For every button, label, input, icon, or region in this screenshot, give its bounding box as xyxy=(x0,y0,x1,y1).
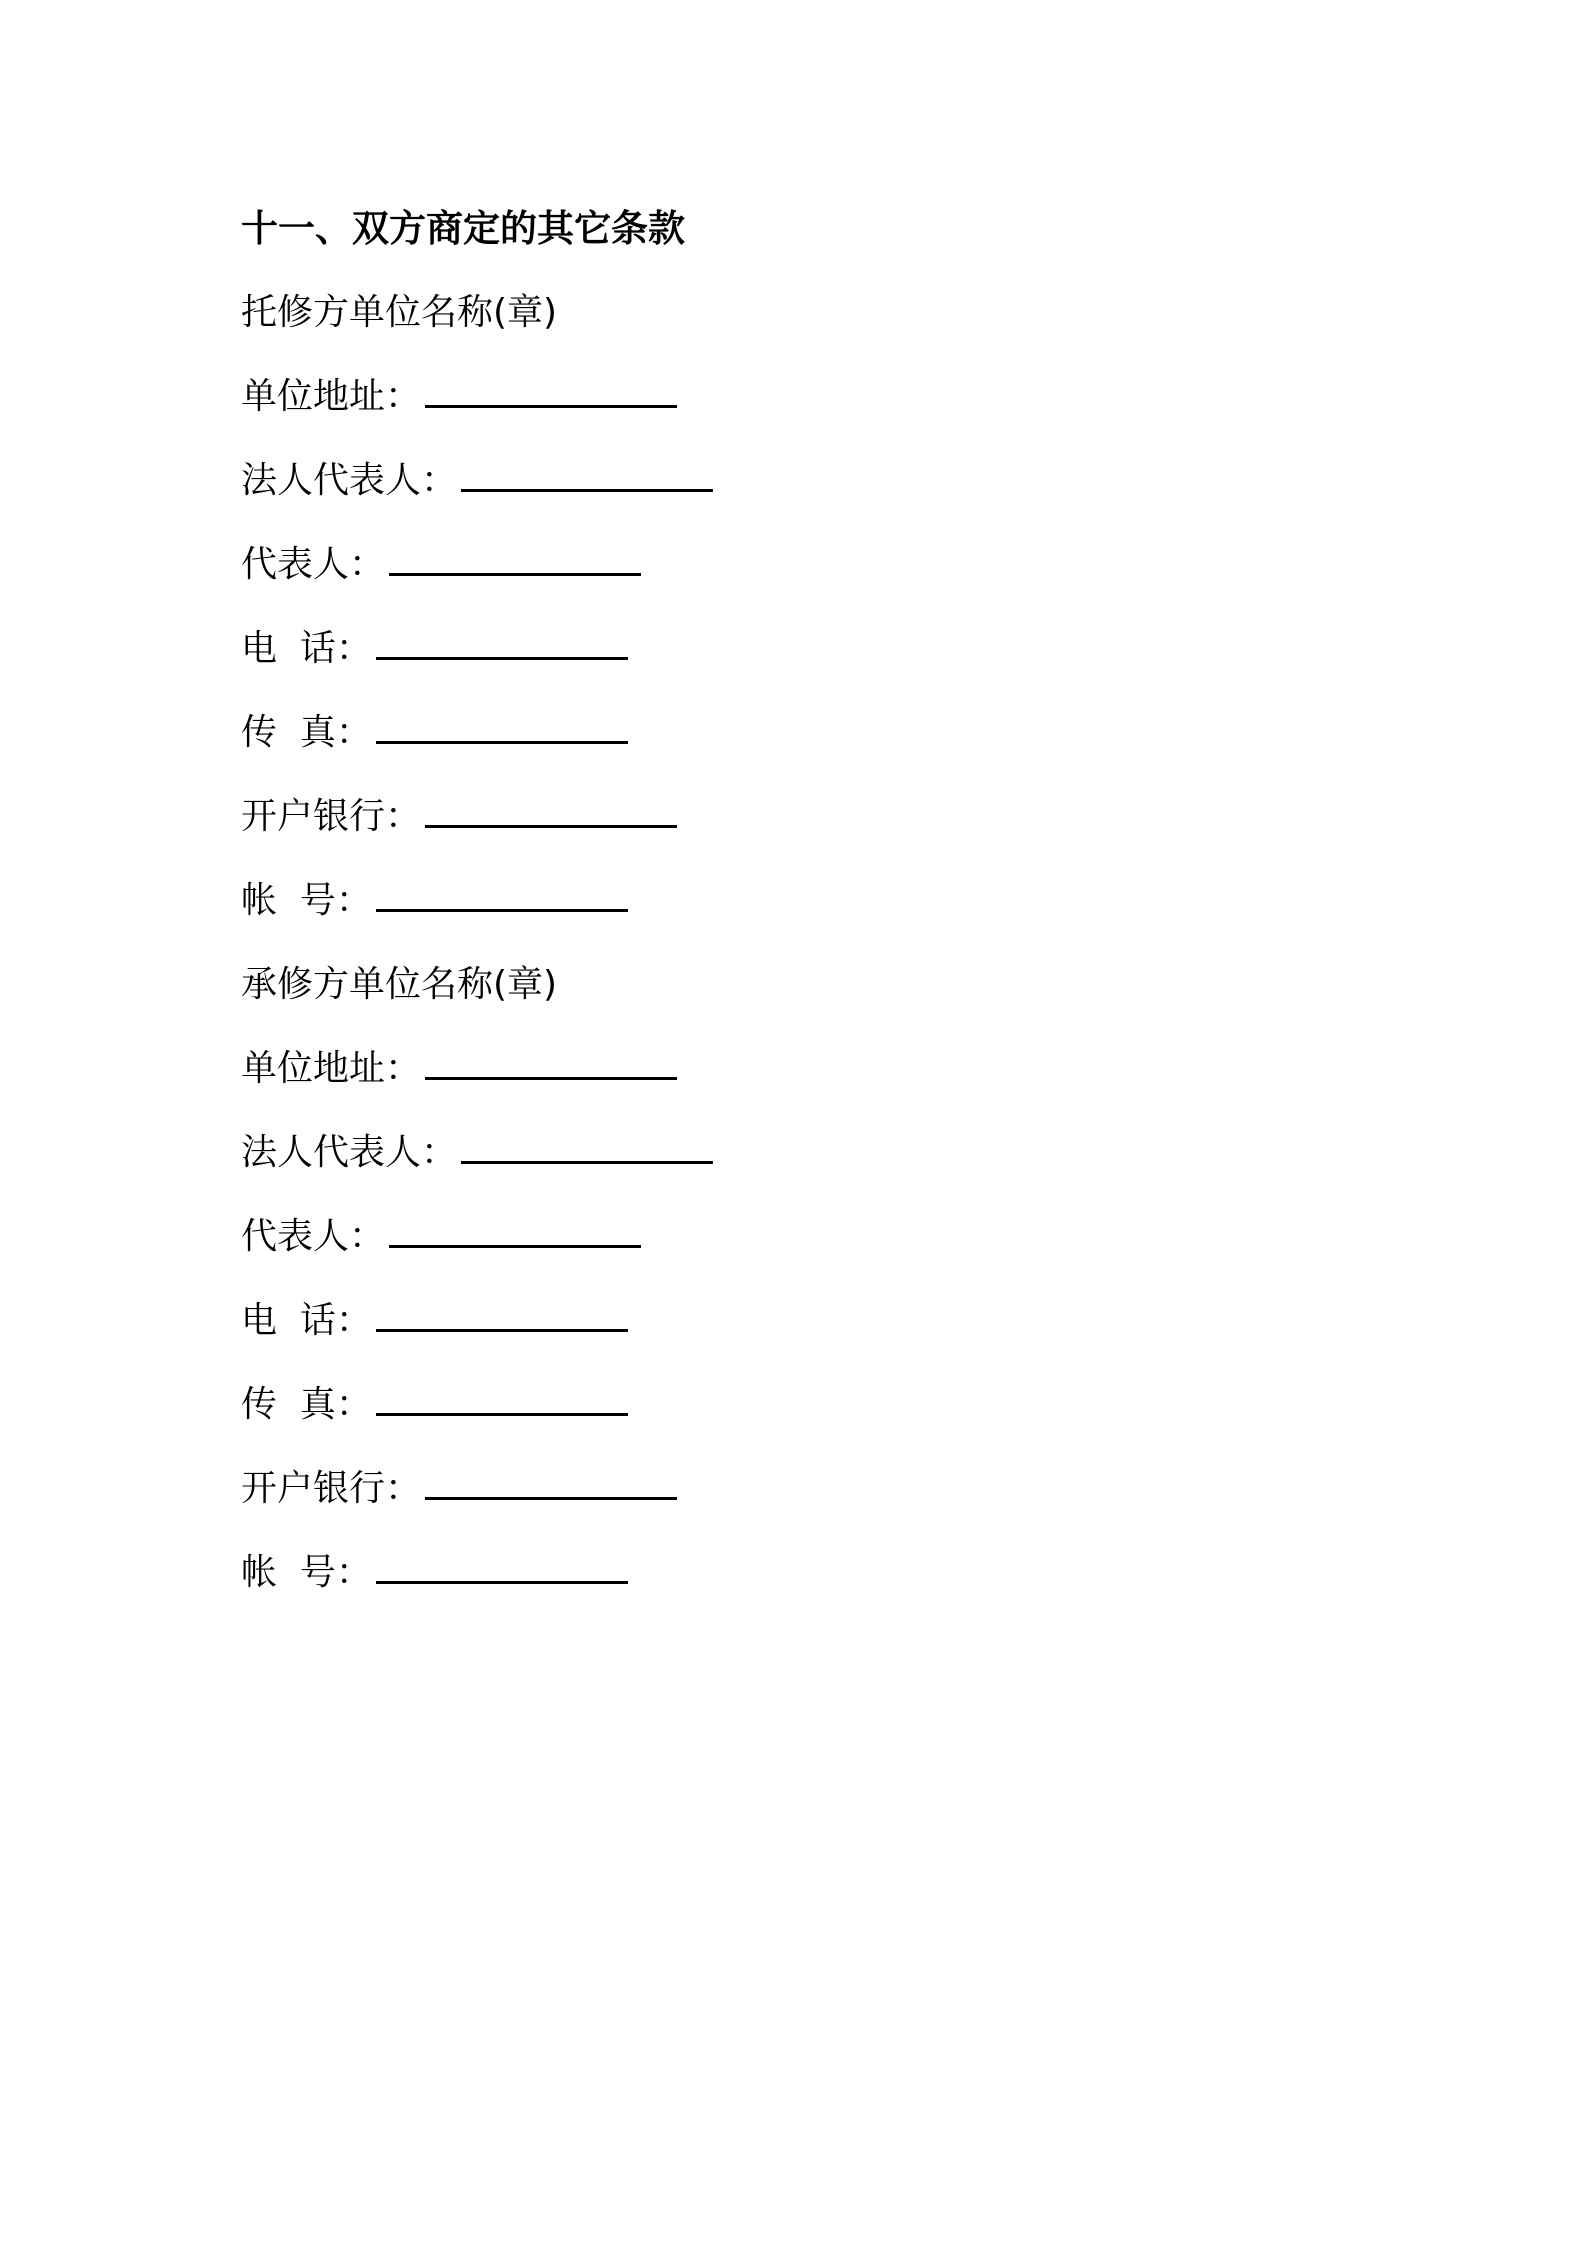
client-representative-blank[interactable] xyxy=(389,543,641,576)
client-field-representative xyxy=(241,532,1341,616)
contractor-fax-blank[interactable] xyxy=(376,1383,628,1416)
contractor-field-legal-rep xyxy=(241,1120,1341,1204)
client-address-blank[interactable] xyxy=(425,375,677,408)
contractor-representative-blank[interactable] xyxy=(389,1215,641,1248)
contractor-address-label: 单位地址： xyxy=(241,1048,422,1089)
contractor-representative-label: 代表人： xyxy=(241,1216,386,1257)
contractor-unit-title: 承修方单位名称(章) xyxy=(241,964,558,1005)
contractor-field-address xyxy=(241,1036,1341,1120)
contractor-field-bank xyxy=(241,1456,1341,1540)
contractor-bank-blank[interactable] xyxy=(425,1467,677,1500)
contractor-phone-label: 电 话： xyxy=(241,1300,372,1341)
client-field-phone xyxy=(241,616,1341,700)
client-account-label: 帐 号： xyxy=(241,880,372,921)
client-account-blank[interactable] xyxy=(376,879,628,912)
client-bank-label: 开户银行： xyxy=(241,796,422,837)
client-field-address xyxy=(241,364,1341,448)
contractor-account-blank[interactable] xyxy=(376,1551,628,1584)
client-field-bank xyxy=(241,784,1341,868)
contractor-account-label: 帐 号： xyxy=(241,1552,372,1593)
client-bank-blank[interactable] xyxy=(425,795,677,828)
client-legal-rep-blank[interactable] xyxy=(461,459,713,492)
client-unit-title: 托修方单位名称(章) xyxy=(241,292,558,333)
client-phone-blank[interactable] xyxy=(376,627,628,660)
contractor-address-blank[interactable] xyxy=(425,1047,677,1080)
contractor-field-phone xyxy=(241,1288,1341,1372)
client-phone-label: 电 话： xyxy=(241,628,372,669)
contractor-legal-rep-label: 法人代表人： xyxy=(241,1132,458,1173)
contractor-legal-rep-blank[interactable] xyxy=(461,1131,713,1164)
contract-signature-section xyxy=(241,196,1341,1624)
contractor-field-account xyxy=(241,1540,1341,1624)
contractor-fax-label: 传 真： xyxy=(241,1384,372,1425)
contractor-phone-blank[interactable] xyxy=(376,1299,628,1332)
contractor-bank-label: 开户银行： xyxy=(241,1468,422,1509)
client-field-fax xyxy=(241,700,1341,784)
client-address-label: 单位地址： xyxy=(241,376,422,417)
client-field-account xyxy=(241,868,1341,952)
section-heading: 十一、双方商定的其它条款 xyxy=(241,207,685,250)
client-fax-blank[interactable] xyxy=(376,711,628,744)
client-representative-label: 代表人： xyxy=(241,544,386,585)
client-field-legal-rep xyxy=(241,448,1341,532)
contractor-field-fax xyxy=(241,1372,1341,1456)
client-legal-rep-label: 法人代表人： xyxy=(241,460,458,501)
contractor-field-representative xyxy=(241,1204,1341,1288)
client-fax-label: 传 真： xyxy=(241,712,372,753)
